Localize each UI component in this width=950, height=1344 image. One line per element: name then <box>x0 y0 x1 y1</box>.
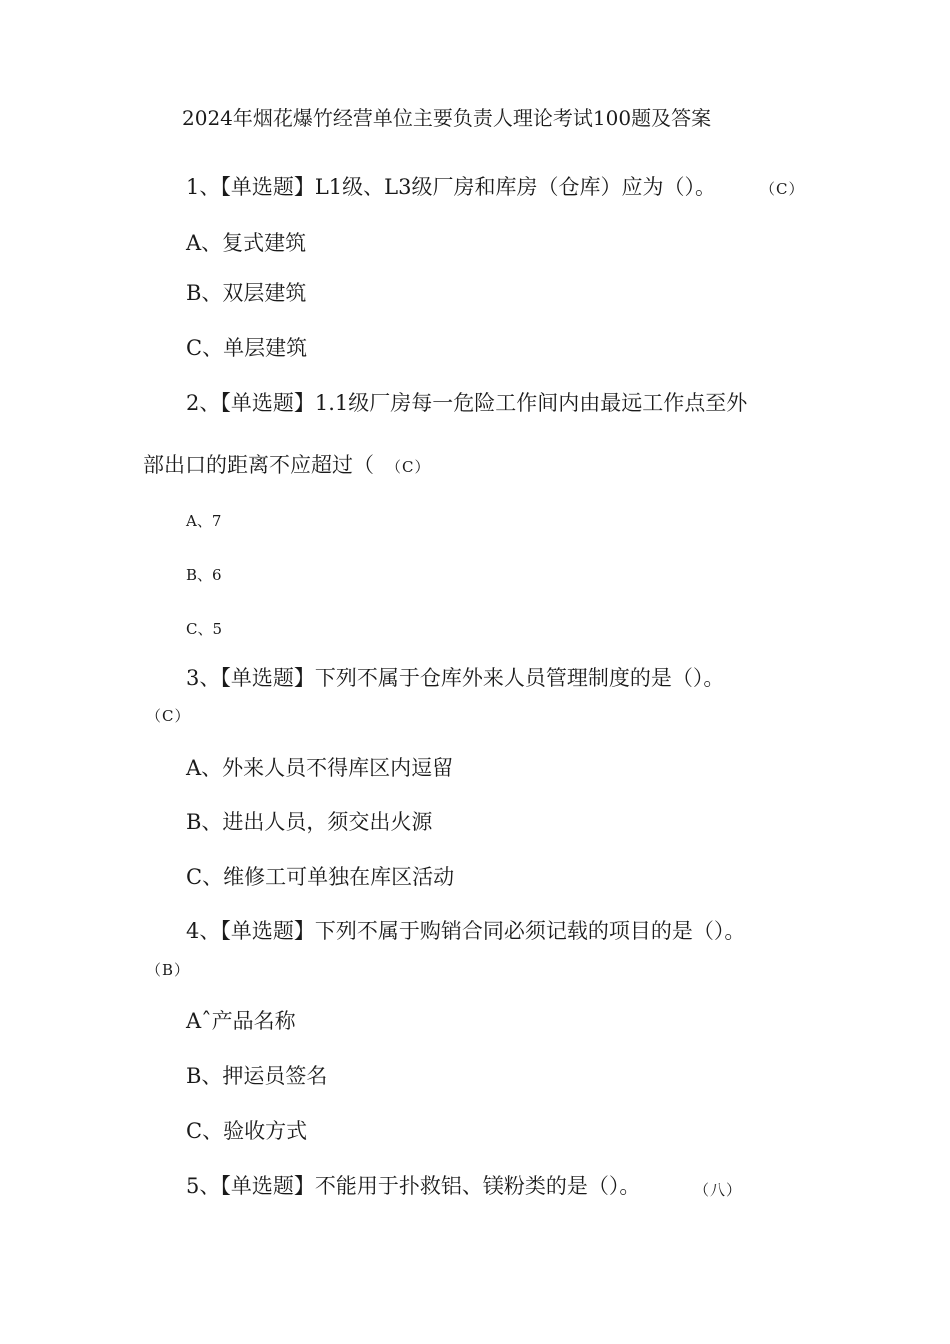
question-2-stem-continued: 部出口的距离不应超过（ <box>143 453 374 477</box>
question-4-option-b: B、押运员签名 <box>186 1064 328 1088</box>
question-4-answer: （B） <box>146 961 191 979</box>
question-4-option-a: Aˆ产品名称 <box>186 1009 296 1033</box>
question-1-option-c: C、单层建筑 <box>186 336 308 360</box>
question-1-answer: （C） <box>760 180 805 198</box>
question-3-stem: 3、【单选题】下列不属于仓库外来人员管理制度的是（）。 <box>186 666 725 690</box>
question-2-option-c: C、5 <box>186 620 223 638</box>
question-2-answer: （C） <box>386 458 431 476</box>
document-title: 2024年烟花爆竹经营单位主要负责人理论考试100题及答案 <box>182 106 712 130</box>
question-4-stem: 4、【单选题】下列不属于购销合同必须记载的项目的是（）。 <box>186 919 746 943</box>
question-3-option-c: C、维修工可单独在库区活动 <box>186 865 455 889</box>
question-3-answer: （C） <box>146 707 191 725</box>
question-4-option-c: C、验收方式 <box>186 1119 308 1143</box>
question-2-option-a: A、7 <box>186 512 222 530</box>
question-5-stem: 5、【单选题】不能用于扑救铝、镁粉类的是（）。 <box>186 1174 641 1198</box>
question-3-option-a: A、外来人员不得库区内逗留 <box>186 756 454 780</box>
question-2-stem: 2、【单选题】1.1级厂房每一危险工作间内由最远工作点至外 <box>186 391 748 415</box>
question-3-option-b: B、进出人员，须交出火源 <box>186 810 433 834</box>
question-1-option-b: B、双层建筑 <box>186 281 307 305</box>
question-1-stem: 1、【单选题】L1级、L3级厂房和库房（仓库）应为（）。 <box>186 175 716 199</box>
question-1-option-a: A、复式建筑 <box>186 231 307 255</box>
question-5-answer: （八） <box>694 1181 743 1199</box>
question-2-option-b: B、6 <box>186 566 222 584</box>
